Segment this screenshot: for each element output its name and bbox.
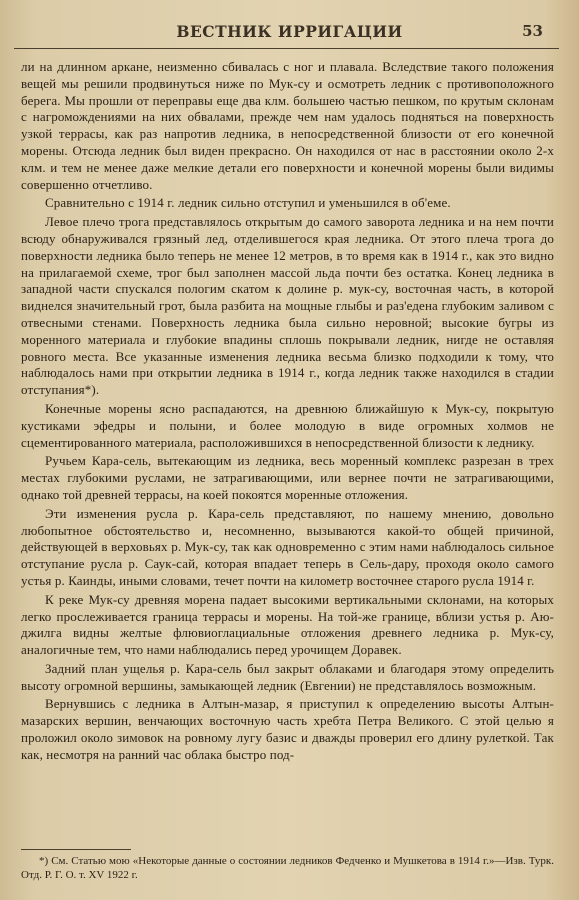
- journal-title: ВЕСТНИК ИРРИГАЦИИ: [176, 22, 403, 41]
- body-text: [21, 59, 554, 766]
- running-header: [0, 14, 579, 50]
- paragraph: Сравнительно с 1914 г. ледник сильно отступил и уменьшился в об'еме.: [45, 195, 451, 211]
- page-number: 53: [522, 22, 543, 40]
- paragraph: Ручьем Кара-сель, вытекающим из ледника, весь моренный комплекс разрезан в трех местах глубокими руслами, не затрагивающими, или вернее почти не затрагивающими, однако той древней террасы, на коей покоятся моренные отложения.: [21, 453, 554, 502]
- paragraph: ли на длинном аркане, неизменно сбивалась с ног и плавала. Вследствие такого положения вещей мы решили продвинуться ниже по Мук-су и осмотреть ледник с противоположного берега. Мы прошли от переправы еще два клм. большею частью пешком, по крутым склонам с нагромождениями на них обвалами, прежде чем нам удалось подняться на поверхность узкой террасы, как раз напротив ледника, в непосредственной близости от его конечной морены. Отсюда ледник был виден прекрасно. Он находился от нас в расстоянии около 2-х клм. и тем не менее даже мелкие детали его поверхности и конечной морены были видимы совершенно отчетливо.: [21, 59, 554, 192]
- paragraph: Задний план ущелья р. Кара-сель был закрыт облаками и благодаря этому определить высоту огромной вершины, замыкающей ледник (Евгении) не представлялось возможным.: [21, 660, 554, 693]
- paragraph: Эти изменения русла р. Кара-сель представляют, по нашему мнению, довольно любопытное обстоятельство и, несомненно, вызываются какой-то общей причиной, действующей в верховьях р. Мук-су, так как одновременно с этим нами наблюдалось сильное отступание русла р. Саук-сай, которая впадает теперь в Сель-дару, проходя около самого устья р. Каинды, иными словами, течет почти на километр восточнее старого русла 1914 г.: [21, 505, 554, 588]
- footnote: *) См. Статью мою «Некоторые данные о состоянии ледников Федченко и Мушкетова в 1914 г.»—Изв. Турк. Отд. Р. Г. О. т. XV 1922 г.: [21, 855, 554, 881]
- paragraph: Левое плечо трога представлялось открытым до самого заворота ледника и на нем почти всюду обнаруживался грязный лед, отделившегося края ледника. От этого плеча трога до поверхности ледника было теперь не менее 12 метров, в то время как в 1914 г., как это видно на прилагаемой схеме, трог был заполнен массой льда почти без остатка. Конец ледника в западной части спускался пологим скатом к долине р. мук-су, восточная часть, в которой виднелся значительный грот, была разбита на мощные глыбы и раз'едена глубоким заливом с отвесными стенами. Поверхность ледника была сильно неровной; высокие бугры из моренного материала и глубокие впадины сплошь покрывали ледник, нигде не оставляя ровного места. Все указанные изменения ледника весьма близко подходили к тому, что наблюдалось нами при открытии ледника в 1914 г., когда ледник также находился в стадии отступания*).: [21, 214, 554, 398]
- paragraph: Конечные морены ясно распадаются, на древнюю ближайшую к Мук-су, покрытую кустиками эфедры и полыни, и более молодую в виде огромных холмов не сцементированного материала, расположившихся в непосредственной близости к леднику.: [21, 400, 554, 450]
- footnote-rule: [21, 849, 131, 850]
- header-rule: [14, 48, 559, 49]
- paragraph: Вернувшись с ледника в Алтын-мазар, я приступил к определению высоты Алтын-мазарских вершин, венчающих восточную часть хребта Петра Великого. С этой целью я проложил около зимовок на ровному лугу базис и дважды проверил его длину рулеткой. Так как, несмотря на ранний час облака быстро под-: [21, 696, 554, 762]
- paragraph: К реке Мук-су древняя морена падает высокими вертикальными склонами, на которых легко прослеживается граница террасы и морены. На той-же границе, вблизи устья р. Аю-джилга видны желтые флювиоглациальные отложения древнего ледника р. Мук-су, аналогичные тем, что нами наблюдались перед урочищем Доравек.: [21, 591, 554, 658]
